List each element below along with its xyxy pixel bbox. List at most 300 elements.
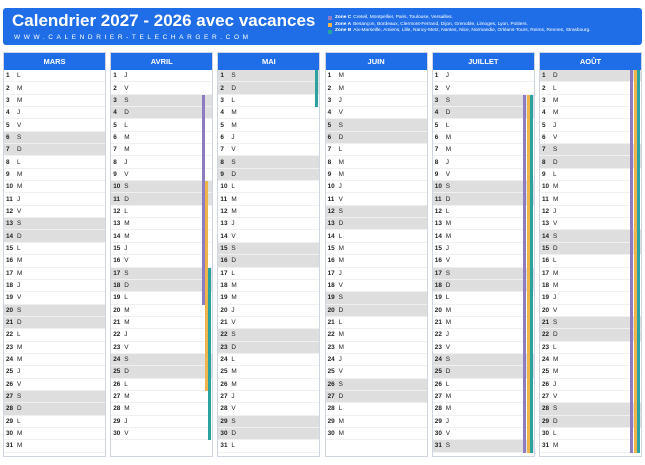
day-number: 14	[113, 232, 121, 240]
day-row	[218, 206, 319, 218]
day-number: 28	[434, 405, 442, 413]
day-number: 12	[542, 207, 550, 215]
day-list	[540, 70, 641, 453]
day-number: 24	[220, 356, 228, 364]
day-number: 15	[6, 244, 14, 252]
day-row	[326, 230, 427, 242]
vacation-bar-zone-b	[637, 70, 640, 453]
weekday-letter: L	[17, 158, 21, 166]
month-name: MAI	[218, 53, 319, 70]
day-row	[433, 342, 534, 354]
day-number: 21	[542, 319, 550, 327]
day-number: 5	[542, 121, 546, 129]
weekday-letter: D	[231, 84, 237, 92]
weekday-letter: V	[124, 343, 129, 351]
day-row	[540, 342, 641, 354]
day-row	[111, 132, 212, 144]
day-number: 31	[434, 442, 442, 450]
day-row	[218, 305, 319, 317]
day-number: 28	[113, 405, 121, 413]
day-number: 26	[434, 380, 442, 388]
day-row	[433, 354, 534, 366]
day-row	[326, 243, 427, 255]
day-number: 24	[327, 356, 335, 364]
legend-zone-c	[328, 15, 640, 22]
day-row	[433, 403, 534, 415]
day-row	[111, 193, 212, 205]
day-row	[111, 379, 212, 391]
weekday-letter: J	[553, 380, 557, 388]
weekday-letter: D	[338, 220, 344, 228]
weekday-letter: M	[338, 72, 344, 80]
day-list	[326, 70, 427, 440]
day-number: 2	[220, 84, 224, 92]
day-number: 19	[542, 294, 550, 302]
day-row	[433, 193, 534, 205]
weekday-letter: V	[445, 170, 451, 178]
weekday-letter: D	[553, 244, 558, 252]
day-row	[218, 119, 319, 131]
day-number: 18	[6, 282, 14, 290]
day-number: 11	[542, 195, 549, 203]
weekday-letter: S	[231, 158, 236, 166]
weekday-letter: M	[338, 158, 344, 166]
day-row	[111, 329, 212, 341]
weekday-letter: J	[338, 356, 342, 364]
weekday-letter: L	[124, 380, 128, 388]
day-row	[433, 379, 534, 391]
day-number: 6	[6, 133, 10, 141]
weekday-letter: M	[231, 195, 237, 203]
day-number: 6	[220, 133, 224, 141]
weekday-letter: J	[231, 220, 235, 228]
day-number: 19	[327, 294, 335, 302]
day-row	[4, 255, 105, 267]
day-number: 17	[542, 269, 550, 277]
day-number: 25	[113, 368, 121, 376]
day-number: 4	[542, 109, 546, 117]
day-row	[326, 193, 427, 205]
weekday-letter: M	[17, 96, 23, 104]
weekday-letter: V	[124, 257, 129, 265]
day-number: 27	[220, 393, 228, 401]
month-name: AOÛT	[540, 53, 641, 70]
day-number: 20	[220, 306, 228, 314]
day-row	[433, 292, 534, 304]
weekday-letter: D	[338, 133, 344, 141]
day-number: 18	[542, 282, 550, 290]
day-number: 21	[113, 319, 121, 327]
weekday-letter: M	[124, 319, 130, 327]
day-number: 3	[113, 96, 117, 104]
weekday-letter: V	[17, 207, 22, 215]
day-row	[4, 193, 105, 205]
day-number: 16	[113, 257, 121, 265]
weekday-letter: M	[231, 121, 237, 129]
day-number: 20	[542, 306, 550, 314]
weekday-letter: S	[553, 405, 558, 413]
day-number: 16	[542, 257, 550, 265]
weekday-letter: D	[124, 195, 129, 203]
day-row	[111, 156, 212, 168]
day-row	[540, 132, 641, 144]
day-number: 11	[220, 195, 228, 203]
day-row	[433, 230, 534, 242]
day-row	[4, 317, 105, 329]
day-number: 31	[6, 442, 14, 450]
weekday-letter: D	[231, 343, 237, 351]
weekday-letter: S	[338, 207, 343, 215]
day-row	[433, 391, 534, 403]
day-number: 29	[6, 417, 14, 425]
day-row	[111, 255, 212, 267]
day-row	[433, 144, 534, 156]
day-row	[326, 329, 427, 341]
weekday-letter: J	[445, 244, 449, 252]
day-number: 1	[542, 72, 546, 80]
weekday-letter: M	[445, 133, 452, 141]
day-row	[326, 379, 427, 391]
weekday-letter: J	[124, 417, 128, 425]
weekday-letter: J	[17, 368, 21, 376]
weekday-letter: S	[17, 133, 22, 141]
day-row	[540, 280, 641, 292]
weekday-letter: M	[124, 133, 130, 141]
day-number: 27	[542, 393, 550, 401]
day-number: 13	[327, 220, 335, 228]
day-row	[540, 169, 641, 181]
day-number: 25	[434, 368, 442, 376]
day-list	[111, 70, 212, 440]
weekday-letter: S	[124, 269, 129, 277]
day-row	[326, 317, 427, 329]
month-name: MARS	[4, 53, 105, 70]
day-row	[326, 95, 427, 107]
day-number: 10	[113, 183, 121, 191]
day-number: 8	[434, 158, 439, 166]
day-number: 20	[113, 306, 121, 314]
month-column-4	[432, 52, 535, 457]
zone-a-label: Zone A	[335, 21, 352, 27]
weekday-letter: S	[17, 393, 22, 401]
weekday-letter: S	[231, 244, 236, 252]
day-row	[540, 144, 641, 156]
day-row	[218, 403, 319, 415]
weekday-letter: D	[124, 109, 129, 117]
day-number: 10	[220, 183, 228, 191]
day-number: 28	[220, 405, 228, 413]
weekday-letter: L	[17, 331, 21, 339]
day-number: 9	[113, 170, 117, 178]
weekday-letter: M	[231, 368, 237, 376]
day-number: 19	[113, 294, 121, 302]
weekday-letter: L	[17, 417, 21, 425]
weekday-letter: M	[124, 146, 130, 154]
month-column-3	[325, 52, 428, 457]
month-name: JUIN	[326, 53, 427, 70]
weekday-letter: S	[445, 269, 451, 277]
day-number: 29	[327, 417, 335, 425]
weekday-letter: S	[231, 331, 236, 339]
day-row	[111, 119, 212, 131]
day-number: 6	[434, 133, 439, 141]
day-number: 27	[327, 393, 335, 401]
weekday-letter: V	[124, 170, 129, 178]
day-row	[433, 440, 534, 452]
weekday-letter: M	[338, 244, 344, 252]
day-row	[4, 169, 105, 181]
day-row	[540, 243, 641, 255]
vacation-bar-zone-b	[530, 95, 533, 453]
day-number: 29	[113, 417, 121, 425]
day-number: 10	[542, 183, 550, 191]
day-number: 26	[6, 380, 14, 388]
weekday-letter: D	[553, 331, 558, 339]
day-number: 19	[220, 294, 228, 302]
day-number: 9	[220, 170, 224, 178]
day-number: 12	[113, 207, 121, 215]
day-row	[111, 342, 212, 354]
day-row	[433, 218, 534, 230]
day-row	[4, 230, 105, 242]
day-number: 6	[327, 133, 332, 141]
day-row	[4, 280, 105, 292]
day-number: 20	[6, 306, 14, 314]
day-row	[111, 107, 212, 119]
weekday-letter: M	[231, 380, 237, 388]
weekday-letter: J	[231, 393, 235, 401]
day-row	[111, 268, 212, 280]
day-row	[540, 403, 641, 415]
weekday-letter: S	[445, 183, 451, 191]
day-row	[218, 82, 319, 94]
weekday-letter: D	[445, 195, 451, 203]
day-row	[326, 206, 427, 218]
day-row	[111, 292, 212, 304]
weekday-letter: D	[17, 405, 22, 413]
weekday-letter: D	[445, 282, 451, 290]
day-number: 28	[327, 405, 335, 413]
day-number: 17	[6, 269, 14, 277]
weekday-letter: S	[338, 294, 343, 302]
weekday-letter: M	[231, 282, 237, 290]
weekday-letter: L	[553, 430, 557, 438]
weekday-letter: M	[553, 442, 559, 450]
weekday-letter: M	[17, 257, 23, 265]
day-row	[218, 193, 319, 205]
day-row	[218, 255, 319, 267]
weekday-letter: M	[17, 430, 23, 438]
day-number: 16	[434, 257, 442, 265]
day-number: 5	[220, 121, 224, 129]
day-row	[218, 181, 319, 193]
weekday-letter: D	[553, 158, 558, 166]
day-row	[326, 156, 427, 168]
day-number: 22	[220, 331, 228, 339]
day-row	[326, 70, 427, 82]
day-number: 23	[220, 343, 228, 351]
day-row	[4, 440, 105, 452]
weekday-letter: D	[445, 109, 451, 117]
day-number: 25	[6, 368, 14, 376]
weekday-letter: S	[124, 183, 129, 191]
month-name: JUILLET	[433, 53, 534, 70]
day-row	[4, 218, 105, 230]
day-number: 6	[542, 133, 546, 141]
day-number: 15	[434, 244, 442, 252]
day-row	[4, 329, 105, 341]
day-number: 16	[327, 257, 335, 265]
day-number: 11	[327, 195, 335, 203]
day-row	[433, 70, 534, 82]
weekday-letter: M	[338, 84, 344, 92]
weekday-letter: L	[338, 405, 343, 413]
day-row	[433, 305, 534, 317]
day-row	[540, 428, 641, 440]
day-row	[4, 305, 105, 317]
weekday-letter: D	[338, 306, 344, 314]
day-row	[433, 317, 534, 329]
day-number: 11	[113, 195, 120, 203]
weekday-letter: L	[17, 244, 21, 252]
day-number: 3	[434, 96, 439, 104]
weekday-letter: J	[124, 244, 128, 252]
day-row	[540, 416, 641, 428]
day-number: 13	[220, 220, 228, 228]
weekday-letter: V	[445, 430, 451, 438]
weekday-letter: M	[124, 306, 130, 314]
day-number: 10	[6, 183, 14, 191]
day-list	[218, 70, 319, 453]
weekday-letter: M	[553, 282, 559, 290]
day-row	[326, 218, 427, 230]
weekday-letter: V	[338, 368, 343, 376]
month-column-2	[217, 52, 320, 457]
weekday-letter: S	[553, 232, 558, 240]
weekday-letter: L	[445, 380, 450, 388]
month-column-1	[110, 52, 213, 457]
day-number: 27	[113, 393, 121, 401]
day-number: 14	[6, 232, 14, 240]
day-number: 7	[6, 146, 10, 154]
weekday-letter: V	[124, 84, 129, 92]
day-row	[326, 82, 427, 94]
weekday-letter: V	[553, 393, 558, 401]
day-number: 3	[220, 96, 224, 104]
day-number: 25	[542, 368, 550, 376]
day-row	[4, 391, 105, 403]
weekday-letter: M	[445, 319, 452, 327]
day-number: 22	[434, 331, 442, 339]
weekday-letter: J	[553, 294, 557, 302]
weekday-letter: J	[124, 72, 128, 80]
zone-c-swatch	[328, 16, 332, 20]
weekday-letter: M	[231, 109, 237, 117]
day-row	[540, 317, 641, 329]
day-row	[111, 218, 212, 230]
weekday-letter: M	[445, 220, 452, 228]
weekday-letter: J	[553, 121, 557, 129]
day-row	[111, 305, 212, 317]
day-number: 23	[327, 343, 335, 351]
day-row	[540, 82, 641, 94]
weekday-letter: V	[231, 232, 236, 240]
day-number: 3	[6, 96, 10, 104]
day-number: 8	[327, 158, 332, 166]
day-row	[111, 416, 212, 428]
weekday-letter: D	[17, 319, 22, 327]
weekday-letter: V	[231, 405, 236, 413]
day-row	[433, 95, 534, 107]
day-number: 1	[113, 72, 117, 80]
weekday-letter: M	[553, 183, 559, 191]
weekday-letter: L	[445, 207, 450, 215]
weekday-letter: S	[445, 442, 451, 450]
day-row	[433, 181, 534, 193]
day-row	[218, 329, 319, 341]
day-row	[326, 268, 427, 280]
day-list	[433, 70, 534, 453]
day-number: 21	[434, 319, 442, 327]
day-row	[4, 379, 105, 391]
day-row	[218, 107, 319, 119]
day-row	[218, 342, 319, 354]
weekday-letter: S	[124, 356, 129, 364]
weekday-letter: M	[17, 183, 23, 191]
day-row	[433, 255, 534, 267]
day-row	[433, 428, 534, 440]
day-number: 8	[113, 158, 117, 166]
day-number: 1	[6, 72, 10, 80]
weekday-letter: L	[445, 121, 450, 129]
calendar-header	[3, 8, 642, 45]
weekday-letter: L	[124, 294, 128, 302]
day-number: 17	[220, 269, 228, 277]
legend-zone-b	[328, 28, 640, 35]
day-row	[540, 366, 641, 378]
weekday-letter: V	[338, 109, 343, 117]
day-row	[218, 169, 319, 181]
weekday-letter: D	[124, 368, 129, 376]
day-number: 26	[113, 380, 121, 388]
day-number: 10	[434, 183, 442, 191]
day-row	[111, 428, 212, 440]
weekday-letter: S	[231, 417, 236, 425]
day-number: 2	[327, 84, 332, 92]
weekday-letter: V	[338, 195, 343, 203]
day-row	[540, 95, 641, 107]
day-row	[433, 416, 534, 428]
day-number: 4	[113, 109, 117, 117]
weekday-letter: D	[124, 282, 129, 290]
day-number: 9	[434, 170, 439, 178]
day-row	[218, 95, 319, 107]
day-number: 2	[6, 84, 10, 92]
day-number: 25	[327, 368, 335, 376]
day-number: 7	[220, 146, 224, 154]
day-row	[540, 255, 641, 267]
day-number: 14	[220, 232, 228, 240]
calendar-grid	[3, 52, 642, 457]
day-row	[326, 144, 427, 156]
day-row	[111, 82, 212, 94]
weekday-letter: M	[17, 356, 23, 364]
weekday-letter: V	[553, 306, 558, 314]
day-row	[326, 292, 427, 304]
day-row	[326, 428, 427, 440]
day-row	[111, 181, 212, 193]
weekday-letter: M	[553, 195, 559, 203]
